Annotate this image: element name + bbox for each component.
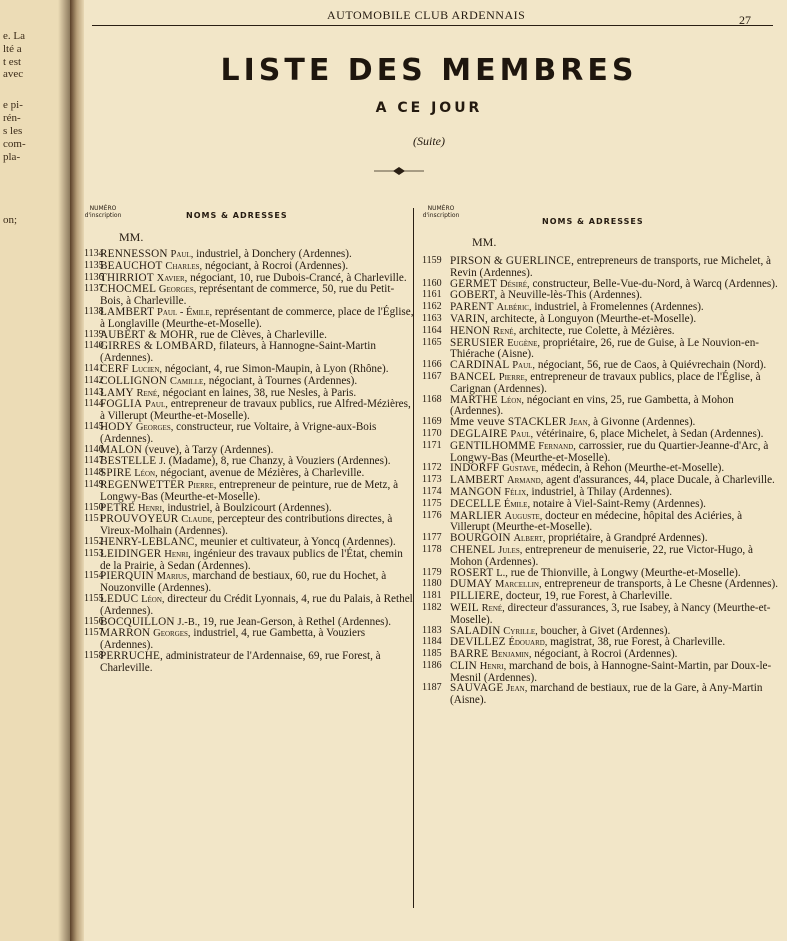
member-first-name: Jean, bbox=[506, 683, 528, 695]
member-first-name: Auguste, bbox=[504, 510, 543, 522]
member-number: 1156 bbox=[84, 615, 104, 627]
member-name: HODY bbox=[100, 420, 134, 433]
member-first-name: Fernand, bbox=[538, 440, 576, 452]
member-name: PERRUCHE, bbox=[100, 649, 164, 662]
member-name: THIRRIOT bbox=[100, 271, 154, 284]
member-first-name: Camille, bbox=[169, 375, 206, 387]
member-name: MALON bbox=[100, 443, 143, 456]
member-number: 1163 bbox=[422, 312, 442, 324]
member-number: 1169 bbox=[422, 416, 442, 428]
member-number: 1144 bbox=[84, 398, 104, 410]
names-column-header: NOMS & ADRESSES bbox=[542, 217, 644, 226]
member-name: WEIL bbox=[450, 601, 479, 614]
member-number: 1171 bbox=[422, 439, 442, 451]
member-entry bbox=[84, 341, 414, 364]
member-address: industriel, à Boulzicourt (Ardennes). bbox=[167, 501, 332, 514]
member-number: 1164 bbox=[422, 324, 442, 336]
member-details bbox=[100, 399, 414, 422]
member-address: docteur en médecine, hôpital des Aciéries, à Villerupt (Meurthe-et-Moselle). bbox=[450, 509, 743, 534]
member-address: entrepreneur de travaux publics, rue Alfred-Mézières, à Villerupt (Meurthe-et-Moselle). bbox=[100, 398, 411, 423]
member-name: GERMET bbox=[450, 277, 498, 290]
honorific-label: MM. bbox=[119, 230, 144, 244]
member-name: PETRE bbox=[100, 501, 136, 514]
member-name: PROUVOYEUR bbox=[100, 513, 179, 526]
member-entry bbox=[84, 422, 414, 445]
member-number: 1148 bbox=[84, 467, 104, 479]
member-number: 1149 bbox=[84, 478, 104, 490]
member-first-name: Pierre, bbox=[187, 479, 217, 491]
left-page-text-fragment: com- bbox=[3, 138, 26, 150]
member-number: 1181 bbox=[422, 590, 442, 602]
member-address: constructeur, Belle-Vue-du-Nord, à Warcq (Ardennes). bbox=[532, 277, 778, 290]
member-first-name: Paul, bbox=[170, 249, 194, 260]
member-number: 1136 bbox=[84, 271, 104, 283]
member-entry bbox=[422, 256, 782, 279]
member-entry bbox=[84, 571, 414, 594]
member-first-name: Félix, bbox=[504, 486, 529, 498]
member-name: SPIRE bbox=[100, 467, 132, 480]
running-title: AUTOMOBILE CLUB ARDENNAIS bbox=[327, 8, 526, 22]
left-page-text-fragment: e pi- bbox=[3, 99, 23, 111]
member-number: 1165 bbox=[422, 336, 442, 348]
member-name: GIRRES & LOMBARD, bbox=[100, 340, 217, 353]
member-details bbox=[450, 511, 782, 534]
member-number: 1152 bbox=[84, 535, 104, 547]
member-address: industriel, à Fromelennes (Ardennes). bbox=[534, 301, 704, 314]
member-name: MARTHE bbox=[450, 393, 498, 406]
member-first-name: Paul, bbox=[512, 360, 536, 372]
page-title: LISTE DES MEMBRES bbox=[220, 53, 638, 88]
member-entry bbox=[84, 514, 414, 537]
member-number: 1184 bbox=[422, 636, 442, 648]
left-page-text-fragment: e. La bbox=[3, 30, 25, 42]
member-name: BOCQUILLON bbox=[100, 615, 175, 628]
member-name: CARDINAL bbox=[450, 359, 510, 372]
left-page-text-fragment: pla- bbox=[3, 151, 21, 163]
member-number: 1176 bbox=[422, 509, 442, 521]
member-number: 1146 bbox=[84, 443, 104, 455]
page-subtitle: A CE JOUR bbox=[375, 100, 483, 116]
member-name: PARENT bbox=[450, 301, 494, 314]
member-details bbox=[450, 256, 782, 279]
member-address: vétérinaire, 6, place Michelet, à Sedan (Ardennes). bbox=[535, 427, 764, 440]
member-first-name: Lucien, bbox=[131, 363, 163, 375]
member-number: 1155 bbox=[84, 592, 104, 604]
member-details bbox=[100, 594, 414, 617]
member-name: LEIDINGER bbox=[100, 547, 162, 560]
member-name: SALADIN bbox=[450, 624, 501, 637]
member-number: 1145 bbox=[84, 420, 104, 432]
member-first-name: Benjamin, bbox=[491, 649, 532, 661]
member-entry bbox=[84, 651, 414, 674]
member-entry bbox=[422, 441, 782, 464]
member-number: 1140 bbox=[84, 340, 104, 352]
member-first-name: Armand, bbox=[506, 475, 544, 487]
member-number: 1159 bbox=[422, 255, 442, 266]
member-number: 1138 bbox=[84, 305, 104, 317]
header-rule bbox=[92, 25, 773, 26]
left-page-text-fragment: lté a bbox=[3, 43, 22, 55]
member-name: GENTILHOMME bbox=[450, 439, 536, 452]
member-details bbox=[450, 661, 782, 684]
member-name: BARRE bbox=[450, 648, 489, 661]
member-name: CLIN bbox=[450, 659, 477, 672]
member-details bbox=[450, 545, 782, 568]
member-name: DEVILLEZ bbox=[450, 636, 506, 649]
member-address: architecte, à Longuyon (Meurthe-et-Moselle). bbox=[490, 312, 697, 325]
member-name: HENON bbox=[450, 324, 491, 337]
member-first-name: Désiré, bbox=[500, 278, 530, 290]
member-address: (Madame), 8, rue Chanzy, à Vouziers (Ardennes). bbox=[168, 455, 391, 468]
member-list bbox=[422, 256, 782, 706]
member-address: entrepreneur de peinture, rue de Metz, à Longwy-Bas (Meurthe-et-Moselle). bbox=[100, 478, 399, 503]
member-address: directeur d'assurances, 3, rue Isabey, à Nancy (Meurthe-et-Moselle). bbox=[450, 601, 771, 626]
member-details bbox=[450, 372, 782, 395]
left-page-edge bbox=[0, 0, 70, 941]
member-number: 1185 bbox=[422, 648, 442, 660]
member-first-name: Albert, bbox=[513, 533, 546, 545]
member-name: REGENWETTER bbox=[100, 478, 185, 491]
member-address: entrepreneur de menuiserie, 22, rue Victor-Hugo, à Mohon (Ardennes). bbox=[450, 543, 753, 568]
member-details bbox=[100, 284, 414, 307]
member-entry bbox=[422, 661, 782, 684]
member-address: négociant, avenue de Mézières, à Charleville. bbox=[160, 467, 365, 480]
member-number: 1147 bbox=[84, 455, 104, 467]
member-name: VARIN, bbox=[450, 312, 488, 325]
number-column-header: NUMÉRO d'inscription bbox=[84, 205, 122, 219]
member-address: représentant de commerce, 50, rue du Petit-Bois, à Charleville. bbox=[100, 283, 395, 308]
member-name: LEDUC bbox=[100, 592, 139, 605]
member-number: 1158 bbox=[84, 649, 104, 661]
member-entry bbox=[422, 372, 782, 395]
member-address: négociant, 56, rue de Caos, à Quiévrechain (Nord). bbox=[537, 359, 767, 372]
member-number: 1173 bbox=[422, 474, 442, 486]
member-first-name: Charles, bbox=[165, 260, 203, 272]
member-number: 1162 bbox=[422, 301, 442, 313]
member-number: 1182 bbox=[422, 601, 442, 613]
member-first-name: Cyrille, bbox=[503, 625, 538, 637]
member-name: MARRON bbox=[100, 627, 151, 640]
member-address: médecin, à Rehon (Meurthe-et-Moselle). bbox=[541, 462, 725, 475]
book-gutter bbox=[70, 0, 84, 941]
member-number: 1175 bbox=[422, 497, 442, 509]
member-first-name: René, bbox=[481, 602, 505, 614]
member-details bbox=[100, 549, 414, 572]
member-number: 1157 bbox=[84, 627, 104, 639]
member-number: 1141 bbox=[84, 362, 104, 374]
member-details bbox=[100, 307, 414, 330]
member-first-name: Paul, bbox=[145, 399, 168, 411]
member-first-name: Eugène, bbox=[507, 337, 541, 349]
member-first-name: Émile, bbox=[503, 498, 531, 510]
member-address: ingénieur des travaux publics de l'État, chemin de la Prairie, à Sedan (Ardennes). bbox=[100, 547, 403, 572]
member-name: MANGON bbox=[450, 485, 502, 498]
member-name: CHENEL bbox=[450, 543, 496, 556]
member-first-name: Georges, bbox=[158, 284, 197, 296]
member-number: 1139 bbox=[84, 328, 104, 340]
member-details bbox=[100, 480, 414, 503]
member-first-name: L., bbox=[496, 567, 508, 579]
member-address: propriétaire, à Grandpré Ardennes). bbox=[548, 532, 708, 545]
member-first-name: René, bbox=[136, 387, 160, 399]
member-address: entrepreneurs de transports, rue Michelet, à Revin (Ardennes). bbox=[450, 255, 772, 279]
member-name: CERF bbox=[100, 362, 129, 375]
member-number: 1170 bbox=[422, 427, 442, 439]
member-number: 1151 bbox=[84, 513, 104, 525]
column-divider bbox=[413, 208, 414, 908]
member-entry bbox=[84, 628, 414, 651]
member-address: représentant de commerce, place de l'Église, à Longlaville (Meurthe-et-Moselle). bbox=[100, 305, 414, 330]
member-first-name: Albéric, bbox=[496, 302, 532, 314]
member-address: à Givonne (Ardennes). bbox=[593, 416, 696, 429]
member-name: BOURGOIN bbox=[450, 532, 511, 545]
member-details bbox=[100, 514, 414, 537]
member-entry bbox=[422, 545, 782, 568]
member-name: AUBERT & MOHR, bbox=[100, 328, 198, 341]
continuation-note: (Suite) bbox=[413, 134, 445, 148]
member-first-name: Claude, bbox=[181, 514, 215, 526]
member-address: rue de Clèves, à Charleville. bbox=[200, 328, 327, 341]
member-first-name: Xavier, bbox=[156, 272, 188, 284]
member-address: filateurs, à Hannogne-Saint-Martin (Ardennes). bbox=[100, 340, 376, 365]
member-first-name: Jules, bbox=[498, 544, 523, 556]
member-address: négociant, à Tournes (Ardennes). bbox=[208, 374, 358, 387]
member-address: négociant, à Rocroi (Ardennes). bbox=[534, 648, 678, 661]
member-name: BESTELLE bbox=[100, 455, 157, 468]
member-name: DUMAY bbox=[450, 578, 493, 591]
member-name: PILLIERE, bbox=[450, 590, 504, 603]
member-entry bbox=[422, 511, 782, 534]
member-number: 1174 bbox=[422, 485, 442, 497]
member-name: PIERQUIN bbox=[100, 570, 154, 583]
member-number: 1161 bbox=[422, 289, 442, 301]
member-entry bbox=[84, 549, 414, 572]
member-first-name: Henri, bbox=[137, 502, 165, 514]
member-name: BEAUCHOT bbox=[100, 259, 163, 272]
member-address: négociant, 4, rue Simon-Maupin, à Lyon (Rhône). bbox=[164, 362, 389, 375]
ornament-divider-icon bbox=[374, 165, 424, 177]
member-name: LAMY bbox=[100, 386, 134, 399]
member-address: marchand de bestiaux, rue de la Gare, à Any-Martin (Aisne). bbox=[450, 682, 763, 707]
left-page-text-fragment: rén- bbox=[3, 112, 21, 124]
member-address: marchand de bestiaux, 60, rue du Hochet, à Nouzonville (Ardennes). bbox=[100, 570, 387, 595]
member-number: 1134 bbox=[84, 248, 104, 259]
member-name: FOGLIA bbox=[100, 398, 143, 411]
member-number: 1187 bbox=[422, 682, 442, 694]
member-entry bbox=[422, 603, 782, 626]
member-address: rue de Thionville, à Longwy (Meurthe-et-Moselle). bbox=[510, 566, 741, 579]
member-number: 1177 bbox=[422, 532, 442, 544]
member-address: boucher, à Givet (Ardennes). bbox=[540, 624, 671, 637]
member-address: magistrat, 38, rue Forest, à Charleville. bbox=[550, 636, 726, 649]
member-first-name: Léon, bbox=[134, 468, 158, 480]
member-details bbox=[450, 603, 782, 626]
member-address: industriel, à Donchery (Ardennes). bbox=[196, 248, 352, 260]
member-name: GOBERT, bbox=[450, 289, 498, 302]
member-address: propriétaire, 26, rue de Guise, à Le Nouvion-en-Thiérache (Aisne). bbox=[450, 336, 760, 361]
member-first-name: Paul - Émile, bbox=[156, 306, 213, 318]
member-number: 1160 bbox=[422, 277, 442, 289]
member-address: percepteur des contributions directes, à Vireux-Molhain (Ardennes). bbox=[100, 513, 393, 538]
member-address: notaire à Viel-Saint-Remy (Ardennes). bbox=[532, 497, 706, 510]
member-number: 1166 bbox=[422, 359, 442, 371]
member-address: (veuve), à Tarzy (Ardennes). bbox=[144, 443, 274, 456]
member-first-name: Gustave, bbox=[502, 463, 539, 475]
member-number: 1168 bbox=[422, 393, 442, 405]
member-address: administrateur de l'Ardennaise, 69, rue Forest, à Charleville. bbox=[100, 649, 381, 674]
member-entry bbox=[422, 683, 782, 706]
member-name: MARLIER bbox=[450, 509, 502, 522]
left-page-text-fragment: s les bbox=[3, 125, 23, 137]
number-column-header: NUMÉRO d'inscription bbox=[422, 205, 460, 219]
member-number: 1172 bbox=[422, 462, 442, 474]
member-entry bbox=[84, 284, 414, 307]
member-first-name: Jean, bbox=[569, 417, 591, 429]
member-details bbox=[100, 341, 414, 364]
member-details bbox=[100, 571, 414, 594]
member-address: industriel, 4, rue Gambetta, à Vouziers (Ardennes). bbox=[100, 627, 366, 652]
member-number: 1167 bbox=[422, 370, 442, 382]
member-list bbox=[84, 249, 414, 673]
member-number: 1135 bbox=[84, 259, 104, 271]
member-first-name: J. bbox=[159, 456, 166, 468]
member-name: SERUSIER bbox=[450, 336, 505, 349]
member-details bbox=[450, 395, 782, 418]
member-first-name: Léon, bbox=[500, 394, 524, 406]
member-first-name: Édouard, bbox=[508, 637, 548, 649]
member-entry bbox=[422, 395, 782, 418]
member-name: INDORFF bbox=[450, 462, 500, 475]
member-number: 1183 bbox=[422, 624, 442, 636]
member-first-name: Georges, bbox=[135, 421, 174, 433]
member-address: négociant, à Rocroi (Ardennes). bbox=[204, 259, 349, 272]
member-first-name: Henri, bbox=[479, 660, 507, 672]
member-name: DECELLE bbox=[450, 497, 502, 510]
member-name: Mme veuve STACKLER bbox=[450, 416, 567, 429]
left-page-text-fragment: t est bbox=[3, 56, 22, 68]
member-entry bbox=[84, 594, 414, 617]
member-address: industriel, à Thilay (Ardennes). bbox=[531, 485, 673, 498]
member-first-name: Marius, bbox=[156, 571, 190, 583]
honorific-label: MM. bbox=[472, 235, 497, 249]
member-address: marchand de bois, à Hannogne-Saint-Martin, par Doux-le-Mesnil (Ardennes). bbox=[450, 659, 772, 684]
member-name: RENNESSON bbox=[100, 248, 168, 260]
member-number: 1154 bbox=[84, 570, 104, 582]
member-address: entrepreneur de transports, à Le Chesne (Ardennes). bbox=[544, 578, 779, 591]
member-first-name: Pierre, bbox=[498, 371, 528, 383]
member-first-name: Georges, bbox=[153, 628, 191, 640]
member-name: HENRY-LEBLANC, bbox=[100, 535, 198, 548]
member-name: CHOCMEL bbox=[100, 283, 157, 296]
member-name: DEGLAIRE bbox=[450, 427, 508, 440]
left-page-text-fragment: avec bbox=[3, 68, 24, 80]
member-address: négociant, 10, rue Dubois-Crancé, à Charleville. bbox=[190, 271, 407, 284]
names-column-header: NOMS & ADRESSES bbox=[186, 211, 288, 220]
member-address: entrepreneur de travaux publics, place de l'Église, à Carignan (Ardennes). bbox=[450, 370, 761, 395]
member-details bbox=[450, 441, 782, 464]
member-first-name: Marcellin, bbox=[495, 579, 542, 591]
member-number: 1142 bbox=[84, 374, 104, 386]
member-address: agent d'assurances, 44, place Ducale, à Charleville. bbox=[546, 474, 775, 487]
member-number: 1179 bbox=[422, 566, 442, 578]
member-address: négociant en vins, 25, rue Gambetta, à Mohon (Ardennes). bbox=[450, 393, 734, 418]
member-name: ROSERT bbox=[450, 566, 494, 579]
member-first-name: Léon, bbox=[141, 593, 165, 605]
member-name: PIRSON & GUERLINCE, bbox=[450, 255, 575, 267]
page-number: 27 bbox=[739, 13, 751, 27]
member-address: meunier et cultivateur, à Yoncq (Ardennes). bbox=[200, 535, 396, 548]
member-name: COLLIGNON bbox=[100, 374, 168, 387]
member-number: 1186 bbox=[422, 659, 442, 671]
right-page bbox=[84, 0, 787, 941]
member-number: 1137 bbox=[84, 283, 104, 295]
member-details bbox=[100, 628, 414, 651]
member-address: négociant en laines, 38, rue Nesles, à Paris. bbox=[162, 386, 357, 399]
member-name: LAMBERT bbox=[450, 474, 505, 487]
member-first-name: René, bbox=[492, 325, 517, 337]
member-address: constructeur, rue Voltaire, à Vrigne-aux-Bois (Ardennes). bbox=[100, 420, 377, 445]
member-first-name: Paul, bbox=[510, 428, 534, 440]
member-name: LAMBERT bbox=[100, 305, 155, 318]
member-details bbox=[100, 422, 414, 445]
member-number: 1178 bbox=[422, 543, 442, 555]
running-head bbox=[84, 4, 787, 27]
member-entry bbox=[84, 307, 414, 330]
left-page-text-fragment: on; bbox=[3, 214, 18, 226]
member-address: carrossier, rue du Quartier-Jeanne-d'Arc, à Longwy-Bas (Meurthe-et-Moselle). bbox=[450, 439, 769, 464]
member-entry bbox=[84, 480, 414, 503]
member-address: docteur, 19, rue Forest, à Charleville. bbox=[505, 590, 673, 603]
member-entry bbox=[84, 399, 414, 422]
member-address: architecte, rue Colette, à Mézières. bbox=[519, 324, 675, 337]
member-entry bbox=[422, 338, 782, 361]
member-details bbox=[450, 683, 782, 706]
member-number: 1150 bbox=[84, 501, 104, 513]
member-number: 1143 bbox=[84, 386, 104, 398]
member-number: 1153 bbox=[84, 547, 104, 559]
member-name: SAUVAGE bbox=[450, 682, 504, 695]
member-name: BANCEL bbox=[450, 370, 496, 383]
member-first-name: J.-B., bbox=[177, 616, 200, 628]
page-fold-shadow bbox=[58, 0, 70, 941]
member-details bbox=[450, 338, 782, 361]
member-address: à Neuville-lès-This (Ardennes). bbox=[500, 289, 643, 302]
member-address: 19, rue Jean-Gerson, à Rethel (Ardennes). bbox=[202, 615, 392, 628]
member-first-name: Henri, bbox=[164, 548, 191, 560]
member-number: 1180 bbox=[422, 578, 442, 590]
member-address: directeur du Crédit Lyonnais, 4, rue du Palais, à Rethel (Ardennes). bbox=[100, 592, 413, 617]
member-details bbox=[100, 651, 414, 674]
